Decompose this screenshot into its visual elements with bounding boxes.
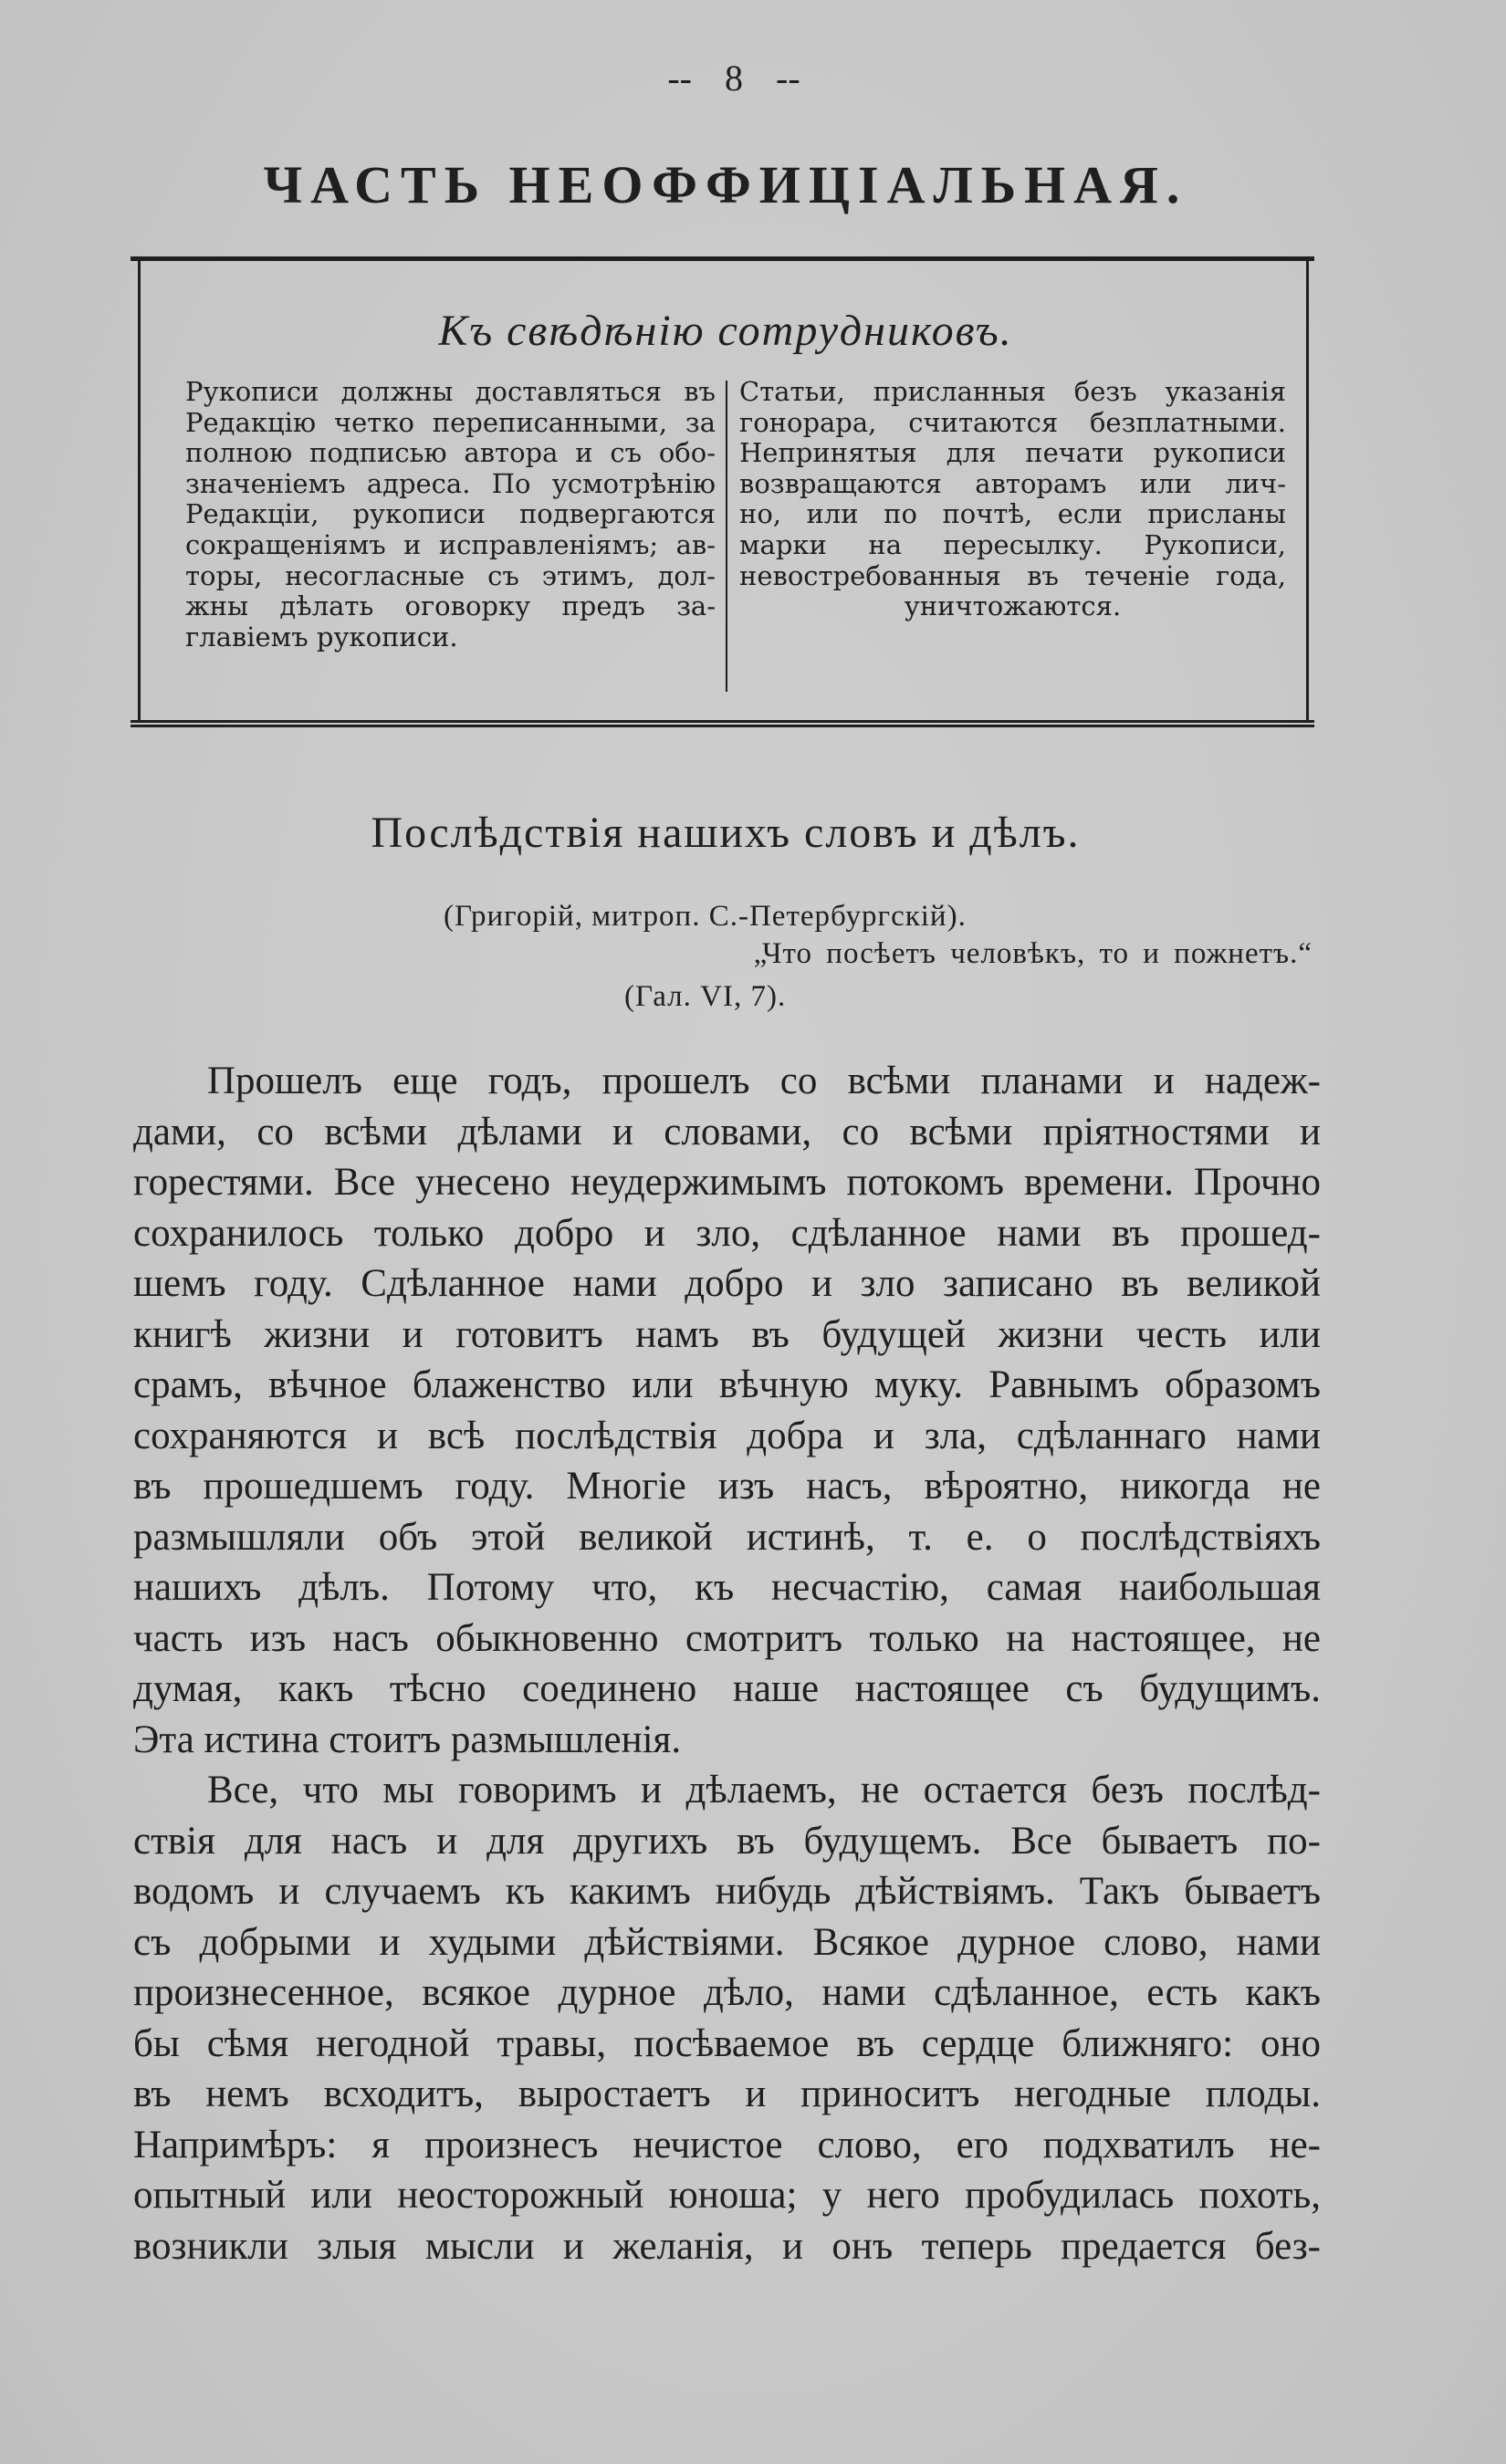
paragraph — [133, 1056, 1321, 1765]
notice-left-line: полною подписью автора и съ обо- — [185, 437, 716, 469]
notice-right-line: невостребованныя въ теченіе года, — [739, 559, 1286, 591]
body-line: нашихъ дѣлъ. Потому что, къ несчастію, самая наибольшая — [133, 1566, 1321, 1609]
body-line: думая, какъ тѣсно соединено наше настоящее съ будущимъ. — [133, 1667, 1321, 1710]
section-title: ЧАСТЬ НЕОФФИЦІАЛЬНАЯ. — [263, 155, 1188, 214]
article-body — [133, 1056, 1321, 2271]
notice-left-column — [185, 377, 716, 653]
body-line: Напримѣръ: я произнесъ нечистое слово, его подхватилъ не- — [133, 2123, 1321, 2166]
body-line: дами, со всѣми дѣлами и словами, со всѣми пріятностями и — [133, 1110, 1321, 1154]
body-line: въ немъ всходитъ, выростаетъ и приноситъ негодные плоды. — [133, 2072, 1321, 2115]
body-line: сохранилось только добро и зло, сдѣланное нами въ прошед- — [133, 1211, 1321, 1255]
notice-left-line: значеніемъ адреса. По усмотрѣнію — [185, 467, 716, 499]
notice-right-column — [739, 377, 1286, 622]
body-line: Все, что мы говоримъ и дѣлаемъ, не остается безъ послѣд- — [207, 1769, 1321, 1811]
body-line: водомъ и случаемъ къ какимъ нибудь дѣйствіямъ. Такъ бываетъ — [133, 1870, 1321, 1913]
body-line: размышляли объ этой великой истинѣ, т. е. о послѣдствіяхъ — [133, 1515, 1321, 1559]
body-line: Прошелъ еще годъ, прошелъ со всѣми планами и надеж- — [207, 1060, 1321, 1102]
notice-left-line: главіемъ рукописи. — [185, 621, 458, 653]
notice-right-line: Непринятыя для печати рукописи — [739, 437, 1286, 469]
notice-right-line: Статьи, присланныя безъ указанія — [739, 376, 1286, 407]
notice-left-line: Рукописи должны доставляться въ — [185, 376, 716, 407]
notice-left-line: Редакцію четко переписанными, за — [185, 406, 716, 438]
body-line: ствія для насъ и для другихъ въ будущемъ. Все бываетъ по- — [133, 1819, 1321, 1863]
body-line: шемъ году. Сдѣланное нами добро и зло записано въ великой — [133, 1262, 1321, 1305]
notice-right-line: гонорара, считаются безплатными. — [739, 406, 1286, 438]
notice-left-line: торы, несогласные съ этимъ, дол- — [185, 559, 716, 591]
notice-right-line: но, или по почтѣ, если присланы — [739, 498, 1286, 530]
body-line: возникли злыя мысли и желанія, и онъ теперь предается без- — [133, 2224, 1321, 2268]
article-author: (Григорій, митроп. С.-Петербургскій). — [444, 900, 967, 933]
notice-right-line: возвращаются авторамъ или лич- — [739, 467, 1286, 499]
body-line: горестями. Все унесено неудержимымъ потокомъ времени. Прочно — [133, 1161, 1321, 1204]
notice-left-line: Редакціи, рукописи подвергаются — [185, 498, 716, 530]
body-line: срамъ, вѣчное блаженство или вѣчную муку. Равнымъ образомъ — [133, 1363, 1321, 1406]
body-line: сохраняются и всѣ послѣдствія добра и зла, сдѣланнаго нами — [133, 1414, 1321, 1457]
body-line: Эта истина стоитъ размышленія. — [133, 1717, 682, 1761]
epigraph-source: (Гал. VI, 7). — [624, 980, 787, 1013]
body-line: въ прошедшемъ году. Многіе изъ насъ, вѣроятно, никогда не — [133, 1465, 1321, 1508]
article-title: Послѣдствія нашихъ словъ и дѣлъ. — [371, 809, 1081, 857]
notice-right-line: марки на пересылку. Рукописи, — [739, 528, 1286, 560]
body-line: книгѣ жизни и готовитъ намъ въ будущей жизни честь или — [133, 1312, 1321, 1356]
paragraph — [133, 1765, 1321, 2271]
body-line: бы сѣмя негодной травы, посѣваемое въ сердце ближняго: оно — [133, 2021, 1321, 2065]
body-line: съ добрыми и худыми дѣйствіями. Всякое дурное слово, нами — [133, 1920, 1321, 1964]
notice-left-line: жны дѣлать оговорку предъ за- — [185, 590, 716, 622]
notice-right-line: уничтожаются. — [904, 590, 1122, 622]
body-line: часть изъ насъ обыкновенно смотритъ только на настоящее, не — [133, 1616, 1321, 1660]
page-number: -- 8 -- — [667, 57, 800, 99]
notice-column-divider — [726, 381, 727, 692]
notice-heading: Къ свѣдѣнію сотрудниковъ. — [438, 307, 1013, 355]
body-line: произнесенное, всякое дурное дѣло, нами сдѣланное, есть какъ — [133, 1971, 1321, 2014]
notice-left-line: сокращеніямъ и исправленіямъ; ав- — [185, 528, 716, 560]
body-line: опытный или неосторожный юноша; у него пробудилась похоть, — [133, 2174, 1321, 2217]
epigraph: „Что посѣетъ человѣкъ, то и пожнетъ.“ — [753, 937, 1313, 970]
